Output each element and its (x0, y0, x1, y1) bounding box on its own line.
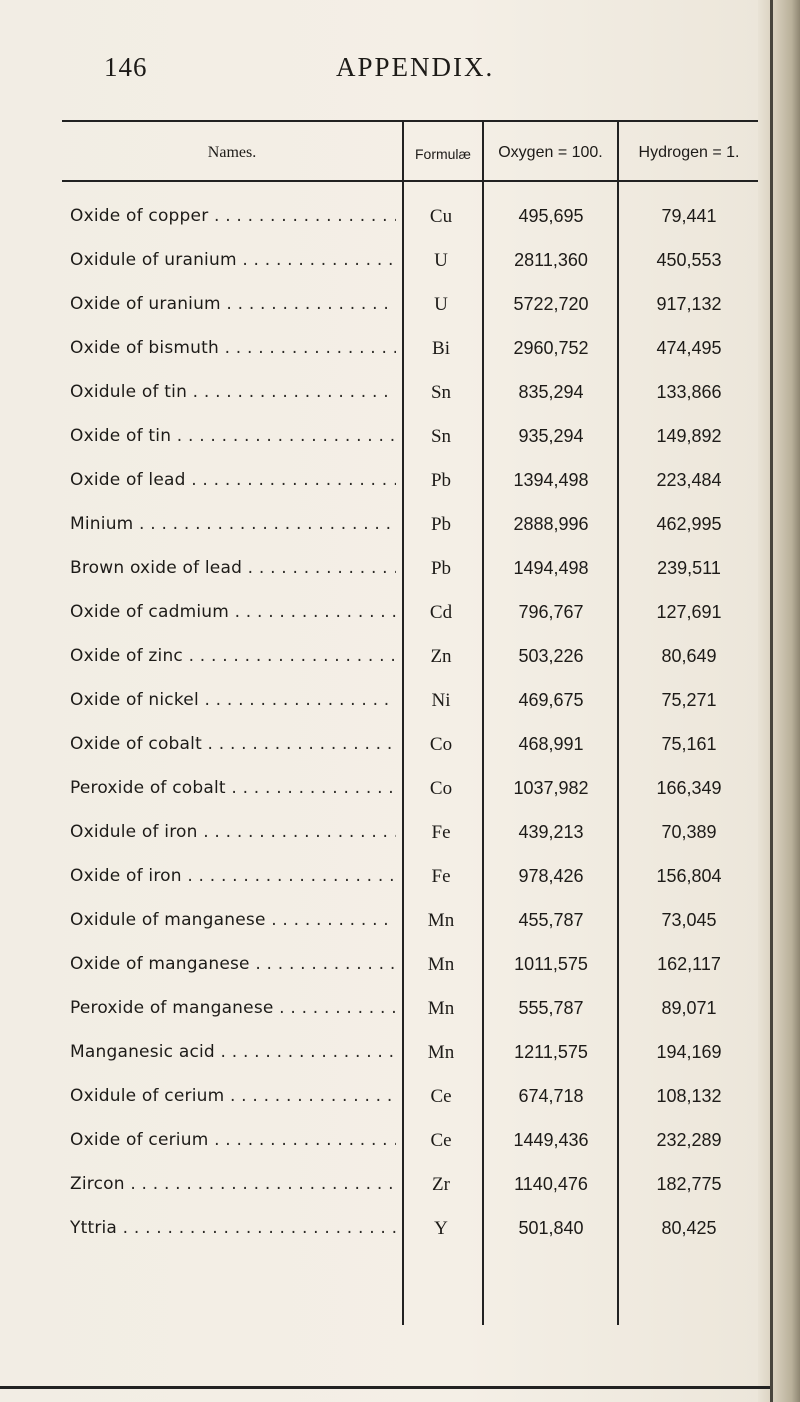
hydrogen-value: 182,775 (656, 1174, 722, 1194)
oxide-name: Oxide of iron . . . (70, 866, 396, 886)
table-row (0, 910, 770, 944)
table-row (0, 734, 770, 768)
oxide-name: Oxide of zinc . . . (70, 646, 396, 666)
hydrogen-value: 80,425 (661, 1218, 717, 1238)
oxide-name: Oxide of bismuth . . . (70, 338, 396, 358)
oxygen-value: 674,718 (518, 1086, 584, 1106)
hydrogen-value: 108,132 (656, 1086, 722, 1106)
oxygen-value: 1037,982 (513, 778, 589, 798)
table-row (0, 294, 770, 328)
hydrogen-value: 149,892 (656, 426, 722, 446)
formula: Co (429, 778, 453, 799)
oxygen-value: 2811,360 (514, 250, 588, 270)
table-top-rule (62, 120, 758, 122)
formula: Mn (427, 1042, 455, 1063)
oxygen-value: 935,294 (518, 426, 584, 446)
hydrogen-value: 80,649 (661, 646, 717, 666)
hydrogen-value: 917,132 (656, 294, 722, 314)
table-row (0, 1086, 770, 1120)
hydrogen-value: 239,511 (657, 558, 721, 578)
page-number: 146 (104, 52, 148, 82)
hydrogen-value: 89,071 (661, 998, 717, 1018)
hydrogen-value: 73,045 (661, 910, 717, 930)
oxide-name: Brown oxide of lead . . . (70, 558, 396, 578)
formula: Ni (431, 690, 451, 711)
oxygen-value: 455,787 (518, 910, 584, 930)
formula: Fe (431, 822, 451, 843)
table-row (0, 338, 770, 372)
oxygen-value: 501,840 (518, 1218, 584, 1238)
oxygen-value: 1211,575 (514, 1042, 588, 1062)
oxygen-value: 468,991 (518, 734, 584, 754)
table-row (0, 998, 770, 1032)
oxygen-value: 503,226 (518, 646, 584, 666)
oxide-name: Minium . . . (70, 514, 396, 534)
hydrogen-value: 70,389 (661, 822, 717, 842)
oxygen-value: 469,675 (518, 690, 584, 710)
formula: Pb (430, 470, 452, 491)
table-row (0, 866, 770, 900)
hydrogen-value: 127,691 (656, 602, 722, 622)
oxide-name: Oxide of tin . . . (70, 426, 396, 446)
oxide-name: Oxide of copper . . . (70, 206, 396, 226)
hydrogen-value: 162,117 (657, 954, 721, 974)
hydrogen-value: 223,484 (656, 470, 722, 490)
oxide-name: Oxide of manganese . . . (70, 954, 396, 974)
oxygen-value: 978,426 (518, 866, 584, 886)
table-row (0, 1174, 770, 1208)
oxide-name: Manganesic acid . . . (70, 1042, 396, 1062)
oxide-name: Oxidule of manganese . . . (70, 910, 396, 930)
formula: Sn (430, 382, 452, 403)
formula: Sn (430, 426, 452, 447)
formula: Bi (432, 338, 450, 359)
hydrogen-value: 133,866 (656, 382, 722, 402)
table-row (0, 822, 770, 856)
table-row (0, 954, 770, 988)
formula: Ce (430, 1086, 452, 1107)
oxide-name: Oxidule of iron . . . (70, 822, 396, 842)
hydrogen-value: 156,804 (656, 866, 722, 886)
oxygen-value: 796,767 (518, 602, 584, 622)
oxygen-value: 555,787 (518, 998, 584, 1018)
formula: Mn (427, 954, 455, 975)
oxygen-value: 1449,436 (513, 1130, 589, 1150)
table-row (0, 1042, 770, 1076)
oxide-name: Yttria . . . (70, 1218, 396, 1238)
table-row (0, 778, 770, 812)
header-bottom-rule (62, 180, 758, 182)
column-header-names: Names. (207, 144, 257, 161)
oxygen-value: 2888,996 (513, 514, 589, 534)
oxygen-value: 5722,720 (513, 294, 589, 314)
column-header-hydrogen: Hydrogen = 1. (638, 144, 740, 161)
oxide-name: Oxide of cerium . . . (70, 1130, 396, 1150)
table-row (0, 690, 770, 724)
oxide-name: Oxide of nickel . . . (70, 690, 396, 710)
page-bottom-rule (0, 1386, 770, 1389)
table-row (0, 206, 770, 240)
formula: Cu (429, 206, 453, 227)
hydrogen-value: 232,289 (656, 1130, 722, 1150)
table-row (0, 250, 770, 284)
table-row (0, 558, 770, 592)
oxide-name: Oxide of cadmium . . . (70, 602, 396, 622)
table-row (0, 646, 770, 680)
hydrogen-value: 474,495 (656, 338, 722, 358)
formula: Y (434, 1218, 448, 1239)
oxygen-value: 2960,752 (513, 338, 589, 358)
oxygen-value: 439,213 (518, 822, 584, 842)
formula: U (434, 250, 448, 271)
oxygen-value: 495,695 (518, 206, 584, 226)
oxide-name: Oxide of uranium . . . (70, 294, 396, 314)
table-row (0, 470, 770, 504)
oxide-name: Oxidule of uranium . . . (70, 250, 396, 270)
oxygen-value: 1011,575 (514, 954, 588, 974)
column-header-formulae: Formulæ (414, 146, 471, 162)
formula: Pb (430, 514, 452, 535)
hydrogen-value: 462,995 (656, 514, 722, 534)
formula: Mn (427, 910, 455, 931)
running-title: APPENDIX. (336, 52, 495, 82)
table-row (0, 602, 770, 636)
oxygen-value: 1494,498 (513, 558, 589, 578)
column-header-oxygen: Oxygen = 100. (498, 144, 603, 161)
oxide-name: Oxidule of tin . . . (70, 382, 396, 402)
table-row (0, 514, 770, 548)
hydrogen-value: 75,161 (661, 734, 717, 754)
formula: Zn (430, 646, 452, 667)
oxygen-value: 835,294 (518, 382, 584, 402)
oxide-name: Peroxide of manganese . . . (70, 998, 396, 1018)
oxide-name: Oxide of lead . . . (70, 470, 396, 490)
oxide-name: Zircon . . . (70, 1174, 396, 1194)
formula: Co (429, 734, 453, 755)
formula: Ce (430, 1130, 452, 1151)
hydrogen-value: 166,349 (656, 778, 722, 798)
formula: Zr (432, 1174, 450, 1195)
table-row (0, 1130, 770, 1164)
formula: Mn (427, 998, 455, 1019)
hydrogen-value: 79,441 (661, 206, 717, 226)
formula: U (434, 294, 448, 315)
formula: Cd (429, 602, 453, 623)
hydrogen-value: 75,271 (661, 690, 717, 710)
table-row (0, 426, 770, 460)
formula: Pb (430, 558, 452, 579)
formula: Fe (431, 866, 451, 887)
table-row (0, 382, 770, 416)
oxygen-value: 1140,476 (514, 1174, 588, 1194)
oxygen-value: 1394,498 (513, 470, 589, 490)
table-row (0, 1218, 770, 1252)
oxide-name: Oxidule of cerium . . . (70, 1086, 396, 1106)
oxide-name: Peroxide of cobalt . . . (70, 778, 396, 798)
hydrogen-value: 194,169 (656, 1042, 722, 1062)
hydrogen-value: 450,553 (656, 250, 722, 270)
oxide-name: Oxide of cobalt . . . (70, 734, 396, 754)
